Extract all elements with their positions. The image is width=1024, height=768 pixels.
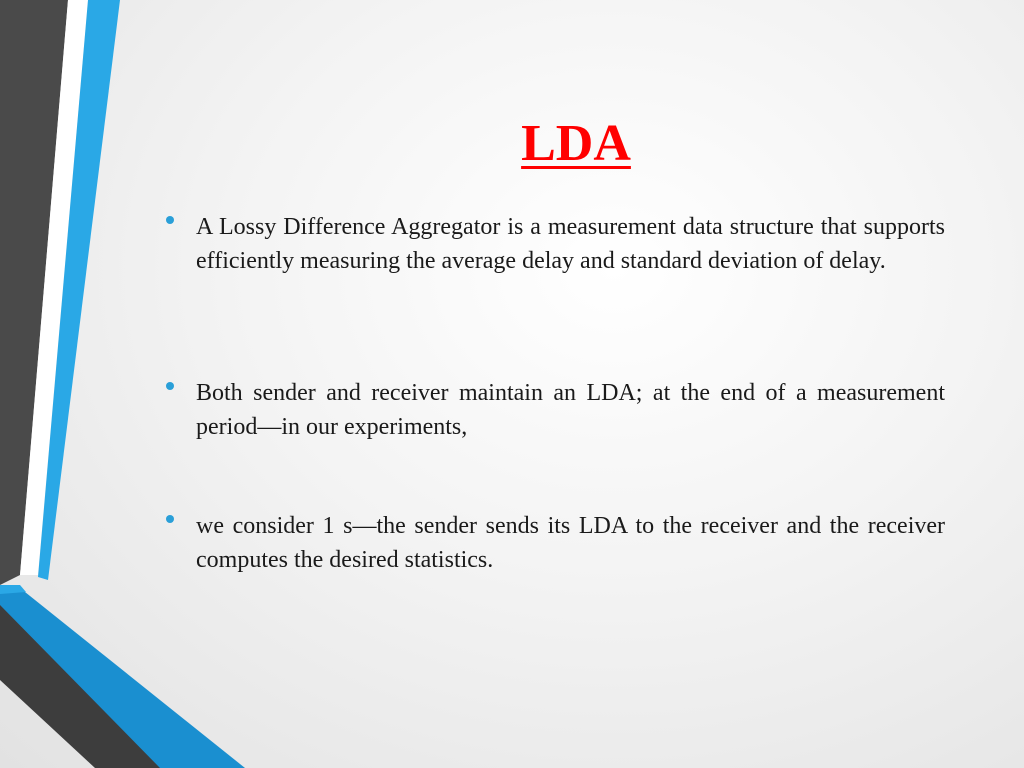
- bullet-dot-icon: [164, 214, 176, 226]
- bullet-dot-icon: [164, 380, 176, 392]
- bullet-text: Both sender and receiver maintain an LDA; at the end of a measurement period—in our experiments,: [196, 380, 945, 440]
- bullet-item: [196, 509, 945, 577]
- bullet-item: [196, 376, 945, 444]
- bullet-dot-icon: [164, 513, 176, 525]
- bullet-text: we consider 1 s—the sender sends its LDA to the receiver and the receiver computes the desired statistics.: [196, 513, 945, 573]
- bullet-item: [196, 210, 945, 278]
- bullet-text: A Lossy Difference Aggregator is a measurement data structure that supports efficiently measuring the average delay and standard deviation of delay.: [196, 214, 945, 274]
- slide-title: LDA: [521, 115, 631, 172]
